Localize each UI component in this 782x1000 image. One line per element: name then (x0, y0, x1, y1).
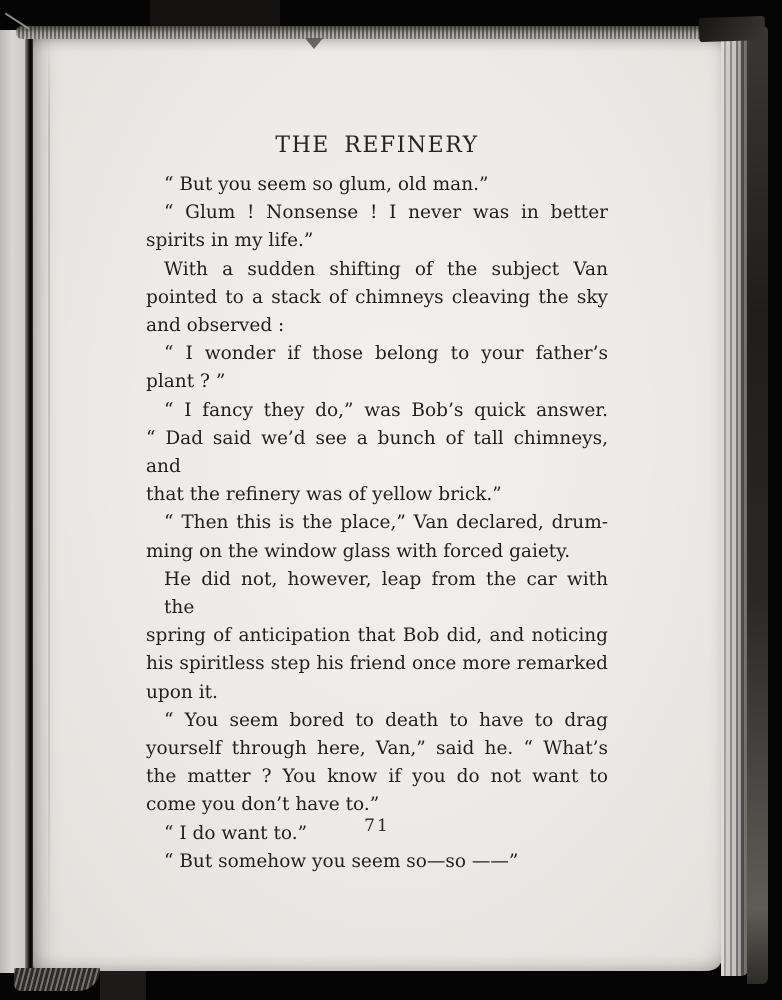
text-line: “ Dad said we’d see a bunch of tall chimneys, and (146, 427, 608, 478)
cover-corner-top-right (699, 16, 766, 42)
text-line: the matter ? You know if you do not want to (146, 766, 608, 788)
text-line: “ You seem bored to death to have to drag (164, 709, 608, 731)
text-line: his spiritless step his friend once more remarked (146, 653, 608, 675)
page-number: 71 (364, 816, 390, 836)
text-line: With a sudden shifting of the subject Van (164, 258, 608, 280)
text-line: He did not, however, leap from the car with the (164, 568, 608, 619)
text-line: yourself through here, Van,” said he. “ What’s (146, 738, 608, 760)
text-line: “ But somehow you seem so—so ——” (164, 850, 519, 872)
page-crease (48, 37, 50, 971)
text-line: plant ? ” (146, 371, 226, 393)
background-shadow-patch (150, 0, 280, 26)
text-line: “ Glum ! Nonsense ! I never was in better (164, 202, 608, 224)
book-page (33, 37, 723, 971)
bottom-left-shadow (100, 971, 146, 1000)
page-header: THE REFINERY (275, 133, 479, 158)
page-edge-stack (721, 36, 749, 976)
text-line: spirits in my life.” (146, 230, 314, 252)
text-line: spring of anticipation that Bob did, and noticing (146, 625, 608, 647)
cover-corner-bottom-left (14, 968, 100, 991)
cover-cloth-top-band (16, 26, 748, 39)
cover-edge-right (747, 26, 768, 984)
text-line: and observed : (146, 315, 285, 337)
text-line: upon it. (146, 681, 218, 703)
text-line: “ Then this is the place,” Van declared, drum- (164, 512, 608, 534)
cloth-notch (305, 38, 323, 49)
facing-page-edge (0, 30, 27, 973)
text-line: “ I do want to.” (164, 822, 308, 844)
text-line: ming on the window glass with forced gaiety. (146, 540, 571, 562)
text-line: come you don’t have to.” (146, 794, 380, 816)
text-line: “ I fancy they do,” was Bob’s quick answer. (164, 399, 608, 421)
text-block (146, 171, 608, 876)
text-line: “ But you seem so glum, old man.” (164, 174, 489, 195)
text-line: that the refinery was of yellow brick.” (146, 484, 502, 506)
text-line: pointed to a stack of chimneys cleaving the sky (146, 286, 608, 308)
text-line: “ I wonder if those belong to your father’s (164, 343, 608, 365)
